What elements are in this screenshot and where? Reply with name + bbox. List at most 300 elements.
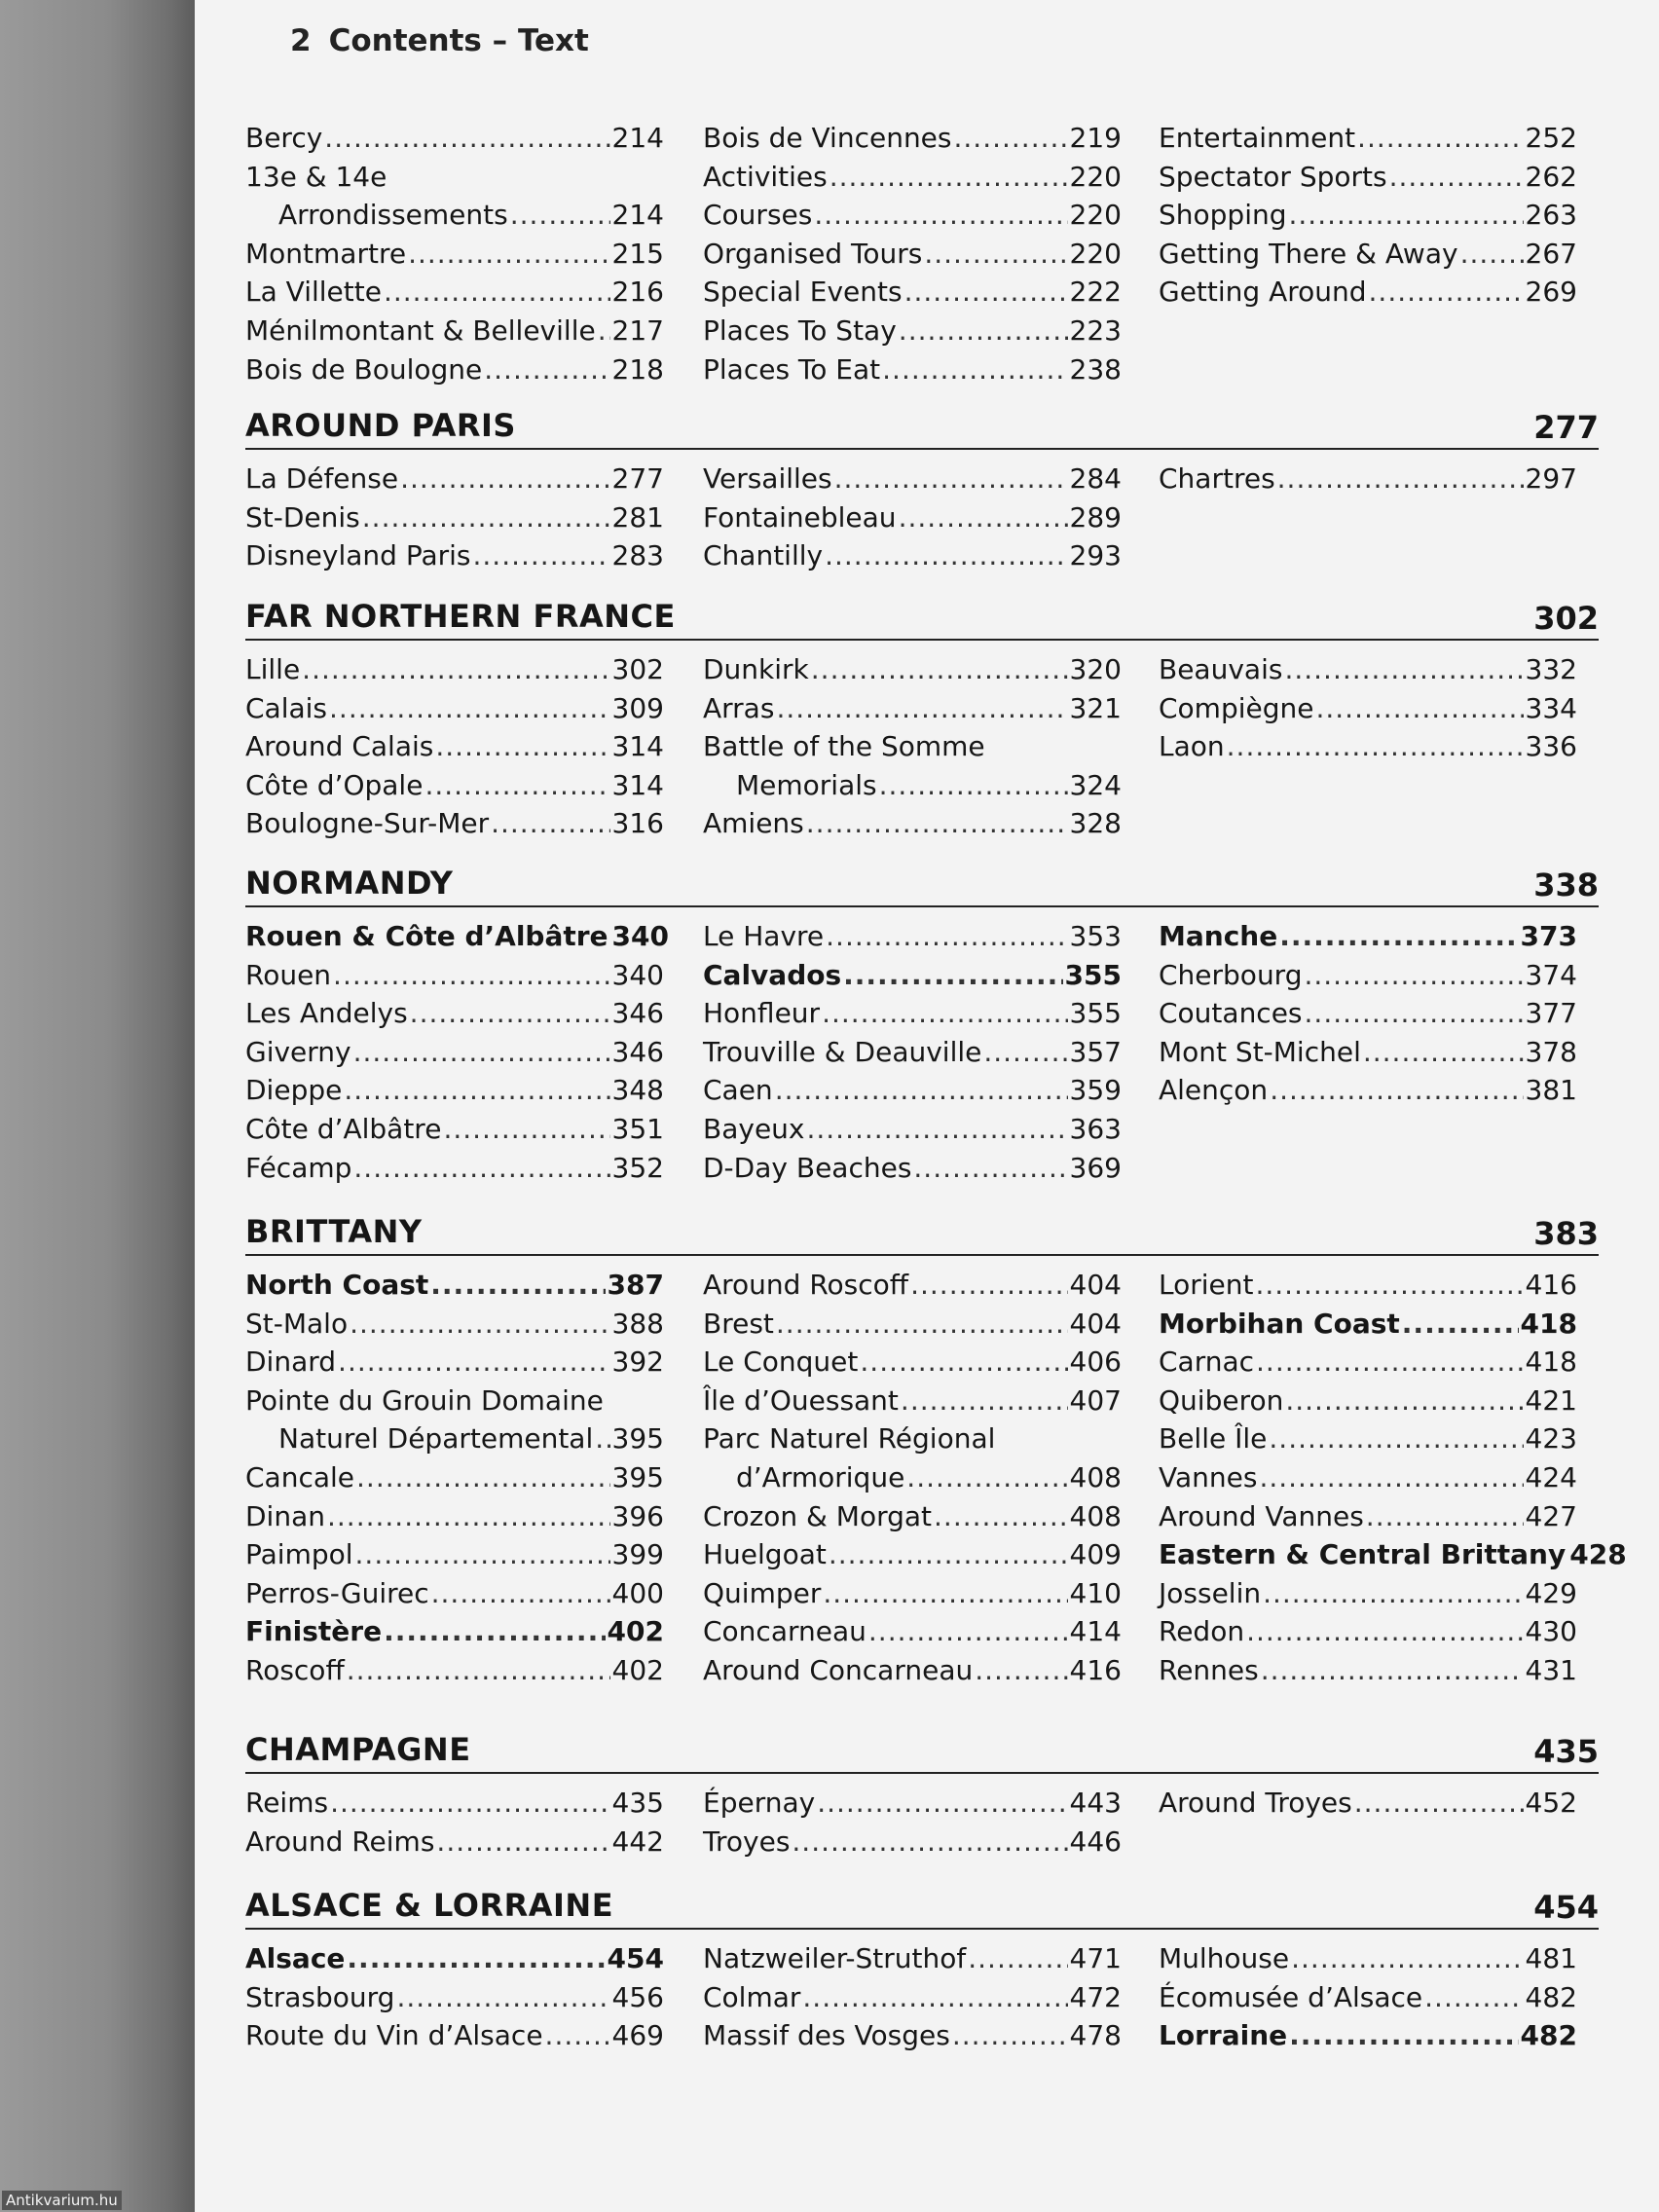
entry-name: Compiègne (1159, 691, 1314, 724)
contents-entry (703, 1266, 1122, 1305)
entry-page: 431 (1525, 1653, 1577, 1686)
entry-page: 218 (611, 352, 664, 386)
contents-column (1159, 1784, 1577, 1823)
contents-column (1159, 650, 1577, 766)
entry-name-continued: Memorials (736, 768, 877, 801)
entry-name: Le Havre (703, 920, 825, 952)
entry-name: Caen (703, 1074, 773, 1107)
entry-name: Eastern & Central Brittany (1159, 1538, 1567, 1571)
entry-name: La Défense (245, 462, 399, 495)
entry-name: Courses (703, 199, 813, 232)
entry-name: Redon (1159, 1615, 1245, 1648)
dot-leader (826, 917, 1067, 956)
entry-page: 404 (1069, 1269, 1122, 1301)
entry-name: Special Events (703, 276, 903, 309)
entry-name: Josselin (1159, 1576, 1262, 1609)
entry-name: Beauvais (1159, 653, 1283, 685)
dot-leader (410, 994, 610, 1033)
entry-name: Morbihan Coast (1159, 1307, 1400, 1340)
entry-name: Lille (245, 653, 301, 685)
entry-page: 219 (1069, 122, 1122, 154)
entry-page: 223 (1069, 313, 1122, 347)
entry-name: Cherbourg (1159, 958, 1303, 991)
dot-leader (344, 1071, 609, 1110)
contents-entry (245, 460, 664, 498)
entry-page: 263 (1525, 199, 1577, 232)
dot-leader (1263, 1574, 1523, 1613)
entry-name: Honfleur (703, 997, 821, 1030)
entry-page: 400 (611, 1576, 664, 1609)
entry-page: 352 (611, 1151, 664, 1184)
entry-name: Les Andelys (245, 997, 408, 1030)
dot-leader (910, 1266, 1067, 1305)
entry-page: 340 (611, 958, 664, 991)
contents-column (1159, 119, 1577, 312)
entry-name: Manche (1159, 920, 1278, 952)
entry-page: 416 (1525, 1269, 1577, 1301)
dot-leader (443, 1110, 609, 1149)
entry-name: Reims (245, 1787, 329, 1819)
dot-leader (545, 2016, 610, 2055)
contents-entry (703, 1033, 1122, 1072)
contents-entry (703, 1823, 1122, 1862)
dot-leader (975, 1651, 1067, 1690)
entry-name: Strasbourg (245, 1980, 395, 2013)
entry-page: 316 (611, 807, 664, 840)
entry-name: Paimpol (245, 1538, 353, 1571)
entry-page: 284 (1069, 462, 1122, 495)
entry-name: Côte d’Opale (245, 768, 424, 801)
entry-page: 402 (611, 1653, 664, 1686)
entry-page: 309 (611, 691, 664, 724)
dot-leader (830, 158, 1068, 197)
entry-name: Around Troyes (1159, 1787, 1352, 1819)
entry-page: 346 (611, 1035, 664, 1068)
contents-entry (703, 1574, 1122, 1613)
entry-page: 452 (1525, 1787, 1577, 1819)
dot-leader (913, 1149, 1067, 1188)
contents-entry (1159, 119, 1577, 158)
dot-leader (1460, 235, 1524, 274)
entry-page: 416 (1069, 1653, 1122, 1686)
contents-entry (245, 536, 664, 575)
entry-name: Rennes (1159, 1653, 1259, 1686)
dot-leader (400, 460, 609, 498)
section-page: 277 (1533, 409, 1599, 446)
contents-entry (703, 1305, 1122, 1344)
section-champagne (245, 1733, 1599, 1861)
entry-page: 302 (611, 653, 664, 685)
entry-page: 320 (1069, 653, 1122, 685)
dot-leader (1289, 196, 1524, 235)
contents-entry (245, 1458, 664, 1497)
contents-entry (1159, 1978, 1577, 2017)
dot-leader (954, 119, 1068, 158)
entry-page: 402 (607, 1615, 664, 1648)
contents-entry (703, 312, 1122, 350)
dot-leader (1366, 1497, 1524, 1536)
entry-name: Laon (1159, 730, 1225, 763)
contents-entry (703, 1939, 1122, 1978)
entry-page: 469 (611, 2019, 664, 2052)
contents-entry (245, 766, 664, 805)
contents-entry (703, 498, 1122, 537)
dot-leader (1284, 650, 1523, 689)
entry-name: Huelgoat (703, 1538, 827, 1571)
dot-leader (1354, 1784, 1524, 1823)
entry-page: 478 (1069, 2019, 1122, 2052)
entry-page: 424 (1525, 1460, 1577, 1493)
section-header (245, 1733, 1599, 1774)
contents-entry (1159, 1419, 1577, 1458)
dot-leader (882, 350, 1067, 389)
contents-entry (703, 2016, 1122, 2055)
contents-entry (1159, 689, 1577, 728)
contents-entry (245, 1382, 664, 1458)
section-header (245, 1215, 1599, 1256)
section-header (245, 600, 1599, 641)
dot-leader (595, 1419, 609, 1458)
dot-leader (330, 1784, 609, 1823)
entry-name-continued: Arrondissements (278, 199, 508, 232)
contents-column (245, 1266, 664, 1690)
section-page: 302 (1533, 600, 1599, 637)
dot-leader (1357, 119, 1524, 158)
entry-page: 363 (1069, 1112, 1122, 1145)
entry-page: 220 (1069, 160, 1122, 193)
dot-leader (952, 2016, 1068, 2055)
entry-name: Pointe du Grouin Domaine (245, 1383, 604, 1417)
contents-entry (245, 498, 664, 537)
entry-name: Troyes (703, 1825, 791, 1858)
section-normandy (245, 866, 1599, 1187)
entry-page: 353 (1069, 920, 1122, 952)
entry-continuation-line (245, 196, 664, 235)
entry-page: 418 (1520, 1307, 1577, 1340)
entry-name: Bayeux (703, 1112, 805, 1145)
dot-leader (825, 536, 1067, 575)
dot-leader (776, 1305, 1068, 1344)
contents-column (703, 1266, 1122, 1690)
section-columns (245, 1266, 1627, 1690)
dot-leader (356, 1458, 610, 1497)
contents-column (245, 650, 664, 843)
contents-entry (703, 1784, 1122, 1823)
contents-entry (703, 196, 1122, 235)
entry-name: 13e & 14e (245, 160, 387, 193)
entry-name: Trouville & Deauville (703, 1035, 982, 1068)
contents-entry (1159, 2016, 1577, 2055)
contents-entry (703, 273, 1122, 312)
contents-entry (245, 312, 664, 350)
contents-entry (245, 235, 664, 274)
entry-page: 388 (611, 1307, 664, 1340)
contents-entry (703, 119, 1122, 158)
entry-name: Côte d’Albâtre (245, 1112, 442, 1145)
dot-leader (353, 1033, 610, 1072)
contents-entry (245, 350, 664, 389)
contents-entry (703, 994, 1122, 1033)
entry-page: 381 (1525, 1074, 1577, 1107)
contents-column (245, 1939, 664, 2055)
entry-page: 392 (611, 1346, 664, 1379)
contents-entry (703, 1071, 1122, 1110)
entry-page: 346 (611, 997, 664, 1030)
contents-entry (703, 350, 1122, 389)
dot-leader (436, 1823, 609, 1862)
entry-page: 471 (1069, 1942, 1122, 1974)
entry-page: 334 (1525, 691, 1577, 724)
contents-entry (703, 1149, 1122, 1188)
contents-entry (703, 158, 1122, 197)
entry-page: 430 (1525, 1615, 1577, 1648)
entry-page: 409 (1069, 1538, 1122, 1571)
contents-column (245, 460, 664, 575)
entry-name: Shopping (1159, 199, 1287, 232)
entry-name: Crozon & Morgat (703, 1499, 933, 1532)
entry-page: 321 (1069, 691, 1122, 724)
entry-name: Écomusée d’Alsace (1159, 1980, 1423, 2013)
entry-page: 421 (1525, 1383, 1577, 1417)
entry-page: 418 (1525, 1346, 1577, 1379)
section-alsace-lorraine (245, 1889, 1599, 2055)
contents-entry (703, 1419, 1122, 1496)
dot-leader (1285, 1382, 1523, 1420)
entry-page: 404 (1069, 1307, 1122, 1340)
dot-leader (1289, 2016, 1518, 2055)
contents-entry (245, 1651, 664, 1690)
entry-name: Alsace (245, 1942, 346, 1974)
contents-entry (245, 1939, 664, 1978)
contents-entry (1159, 1612, 1577, 1651)
entry-name: Activities (703, 160, 828, 193)
entry-page: 395 (611, 1460, 664, 1493)
contents-entry (703, 1497, 1122, 1536)
contents-entry (245, 119, 664, 158)
contents-entry (703, 235, 1122, 274)
contents-column (703, 460, 1122, 575)
contents-entry (1159, 1382, 1577, 1420)
section-page: 338 (1533, 866, 1599, 903)
entry-page: 396 (611, 1499, 664, 1532)
section-title: CHAMPAGNE (245, 1731, 471, 1768)
dot-leader (424, 766, 609, 805)
entry-name: Coutances (1159, 997, 1303, 1030)
dot-leader (1291, 1939, 1523, 1978)
entry-name: Route du Vin d’Alsace (245, 2019, 543, 2052)
entry-name: North Coast (245, 1269, 429, 1301)
section-columns (245, 650, 1599, 843)
contents-entry (245, 1343, 664, 1382)
contents-entry (703, 1612, 1122, 1651)
entry-name: Bois de Boulogne (245, 352, 483, 386)
entry-page: 423 (1525, 1422, 1577, 1456)
contents-entry (703, 460, 1122, 498)
contents-column (703, 917, 1122, 1187)
entry-name: Bois de Vincennes (703, 122, 952, 154)
entry-page: 283 (611, 539, 664, 572)
entry-name: Dinard (245, 1346, 337, 1379)
entry-page: 359 (1069, 1074, 1122, 1107)
entry-name: Lorient (1159, 1269, 1254, 1301)
contents-entry (703, 1110, 1122, 1149)
contents-entry (1159, 1535, 1627, 1574)
contents-column (245, 1784, 664, 1861)
dot-leader (860, 1343, 1067, 1382)
entry-name-continued: Naturel Départemental (278, 1422, 594, 1456)
dot-leader (899, 312, 1068, 350)
entry-page: 216 (611, 276, 664, 309)
dot-leader (484, 350, 609, 389)
contents-column (1159, 917, 1577, 1110)
entry-name: Around Roscoff (703, 1269, 909, 1301)
entry-page: 481 (1525, 1942, 1577, 1974)
dot-leader (899, 498, 1068, 537)
contents-entry (1159, 1574, 1577, 1613)
dot-leader (792, 1823, 1067, 1862)
dot-leader (510, 196, 610, 235)
dot-leader (473, 536, 610, 575)
dot-leader (384, 1612, 605, 1651)
entry-name: Dunkirk (703, 653, 809, 685)
entry-page: 336 (1525, 730, 1577, 763)
section-columns (245, 1939, 1599, 2055)
entry-page: 387 (607, 1269, 664, 1301)
entry-page: 267 (1525, 237, 1577, 270)
entry-page: 442 (611, 1825, 664, 1858)
section-title: NORMANDY (245, 865, 454, 902)
entry-name: Calais (245, 691, 328, 724)
dot-leader (598, 312, 610, 350)
entry-page: 456 (611, 1980, 664, 2013)
entry-name: Quimper (703, 1576, 822, 1609)
dot-leader (408, 235, 609, 274)
contents-entry (245, 689, 664, 728)
entry-page: 435 (611, 1787, 664, 1819)
entry-name: Finistère (245, 1615, 383, 1648)
entry-page: 332 (1525, 653, 1577, 685)
entry-name: Chantilly (703, 539, 824, 572)
entry-name: Cancale (245, 1460, 355, 1493)
contents-entry (1159, 650, 1577, 689)
contents-column (1159, 1939, 1577, 2055)
dot-leader (431, 1574, 610, 1613)
entry-page: 269 (1525, 276, 1577, 309)
entry-page: 472 (1069, 1980, 1122, 2013)
entry-page: 293 (1069, 539, 1122, 572)
contents-entry (1159, 1343, 1577, 1382)
dot-leader (430, 1266, 605, 1305)
entry-name: Entertainment (1159, 122, 1356, 154)
page-number: 2 (290, 23, 312, 58)
section-title: ALSACE & LORRAINE (245, 1887, 614, 1924)
contents-entry (245, 804, 664, 843)
dot-leader (806, 1110, 1067, 1149)
entry-name: La Villette (245, 276, 382, 309)
dot-leader (811, 650, 1068, 689)
entry-name: Alençon (1159, 1074, 1269, 1107)
dot-leader (1315, 689, 1523, 728)
dot-leader (775, 1071, 1068, 1110)
entry-name: Around Vannes (1159, 1499, 1364, 1532)
entry-page: 340 (611, 920, 669, 952)
entry-page: 355 (1064, 958, 1122, 991)
section-header (245, 1889, 1599, 1930)
entry-name: Dieppe (245, 1074, 343, 1107)
entry-page: 406 (1069, 1346, 1122, 1379)
entry-name: Quiberon (1159, 1383, 1284, 1417)
dot-leader (776, 689, 1067, 728)
dot-leader (843, 956, 1062, 995)
entry-name: Colmar (703, 1980, 801, 2013)
entry-page: 289 (1069, 500, 1122, 534)
entry-name: Chartres (1159, 462, 1275, 495)
entry-name: Around Reims (245, 1825, 435, 1858)
entry-name: Fécamp (245, 1151, 352, 1184)
section-far-northern-france (245, 600, 1599, 843)
contents-entry (703, 536, 1122, 575)
dot-leader (302, 650, 609, 689)
dot-leader (1259, 1458, 1523, 1497)
entry-name: Parc Naturel Régional (703, 1422, 996, 1456)
entry-name: Belle Île (1159, 1422, 1268, 1456)
entry-name: Dinan (245, 1499, 325, 1532)
entry-page: 378 (1525, 1035, 1577, 1068)
dot-leader (1424, 1978, 1523, 2017)
dot-leader (327, 1497, 610, 1536)
dot-leader (338, 1343, 610, 1382)
contents-entry (1159, 1939, 1577, 1978)
dot-leader (814, 196, 1067, 235)
entry-name: Massif des Vosges (703, 2019, 950, 2052)
entry-page: 281 (611, 500, 664, 534)
contents-page (195, 0, 1659, 2212)
dot-leader (347, 1939, 605, 1978)
entry-name: Organised Tours (703, 237, 923, 270)
dot-leader (806, 804, 1068, 843)
entry-name: Natzweiler-Struthof (703, 1942, 967, 1974)
contents-entry (1159, 956, 1577, 995)
dot-leader (879, 766, 1068, 805)
entry-page: 214 (611, 122, 664, 154)
entry-name: Bercy (245, 122, 323, 154)
contents-entry (1159, 196, 1577, 235)
section-columns (245, 917, 1599, 1187)
entry-name: Around Concarneau (703, 1653, 974, 1686)
watermark-label: Antikvarium.hu (2, 2191, 122, 2210)
dot-leader (906, 1458, 1067, 1497)
entry-page: 262 (1525, 160, 1577, 193)
dot-leader (802, 1978, 1067, 2017)
dot-leader (333, 956, 610, 995)
dot-leader (396, 1978, 609, 2017)
entry-page: 252 (1525, 122, 1577, 154)
section-columns (245, 1784, 1599, 1861)
entry-name: Around Calais (245, 730, 434, 763)
contents-entry (703, 1651, 1122, 1690)
entry-page: 373 (1520, 920, 1577, 952)
dot-leader (904, 273, 1068, 312)
entry-name: Rouen & Côte d’Albâtre (245, 920, 608, 952)
contents-column (703, 1784, 1122, 1861)
section-page: 383 (1533, 1215, 1599, 1252)
entry-page: 217 (611, 313, 664, 347)
dot-leader (491, 804, 609, 843)
section-page: 454 (1533, 1889, 1599, 1926)
contents-entry (245, 1266, 664, 1305)
entry-name: Ménilmontant & Belleville (245, 313, 596, 347)
entry-page: 222 (1069, 276, 1122, 309)
